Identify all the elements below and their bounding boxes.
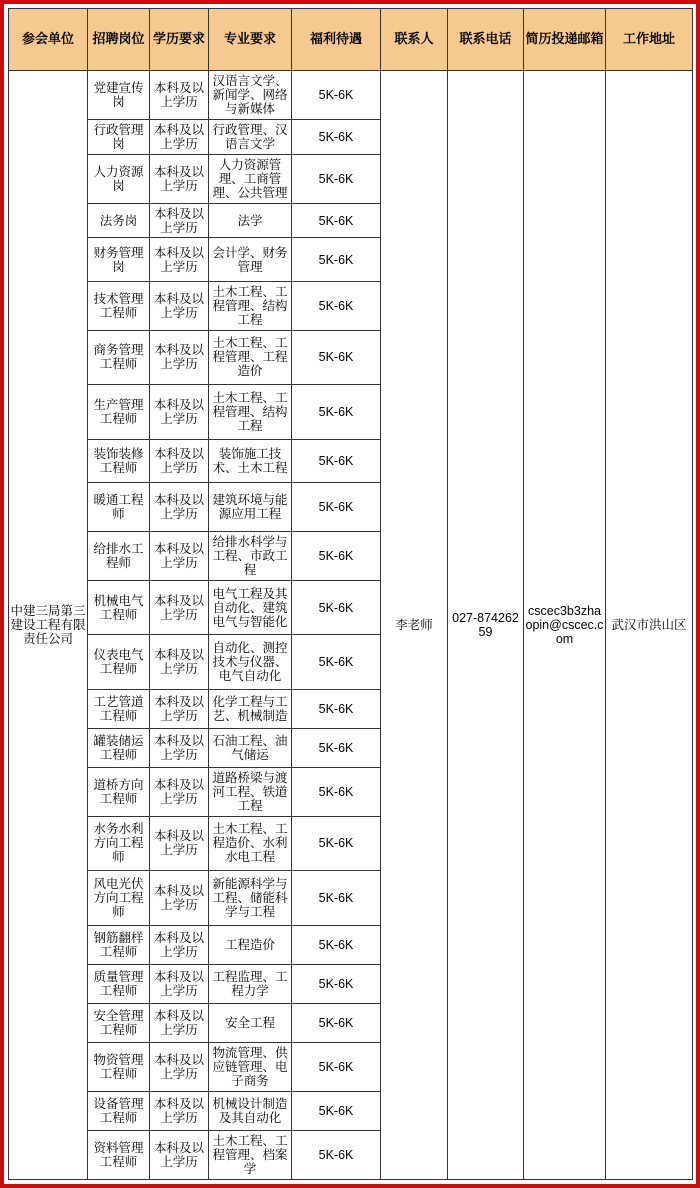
major-cell: 化学工程与工艺、机械制造 — [209, 689, 292, 728]
major-cell: 安全工程 — [209, 1003, 292, 1042]
position-cell: 罐装储运工程师 — [88, 728, 150, 767]
major-cell: 土木工程、工程管理、档案学 — [209, 1130, 292, 1179]
header-major: 专业要求 — [209, 9, 292, 71]
position-cell: 财务管理岗 — [88, 238, 150, 281]
major-cell: 道路桥梁与渡河工程、铁道工程 — [209, 767, 292, 816]
pay-cell: 5K-6K — [292, 964, 381, 1003]
pay-cell: 5K-6K — [292, 871, 381, 925]
position-cell: 人力资源岗 — [88, 154, 150, 203]
education-cell: 本科及以上学历 — [150, 635, 209, 689]
major-cell: 建筑环境与能源应用工程 — [209, 483, 292, 532]
header-position: 招聘岗位 — [88, 9, 150, 71]
pay-cell: 5K-6K — [292, 531, 381, 580]
education-cell: 本科及以上学历 — [150, 154, 209, 203]
position-cell: 党建宣传岗 — [88, 71, 150, 120]
education-cell: 本科及以上学历 — [150, 728, 209, 767]
pay-cell: 5K-6K — [292, 728, 381, 767]
education-cell: 本科及以上学历 — [150, 925, 209, 964]
phone-cell: 027-87426259 — [448, 71, 524, 1180]
position-cell: 仪表电气工程师 — [88, 635, 150, 689]
header-pay: 福利待遇 — [292, 9, 381, 71]
pay-cell: 5K-6K — [292, 330, 381, 384]
pay-cell: 5K-6K — [292, 439, 381, 482]
major-cell: 自动化、测控技术与仪器、电气自动化 — [209, 635, 292, 689]
table-body — [9, 71, 693, 1180]
education-cell: 本科及以上学历 — [150, 816, 209, 870]
position-cell: 安全管理工程师 — [88, 1003, 150, 1042]
major-cell: 新能源科学与工程、储能科学与工程 — [209, 871, 292, 925]
recruitment-table — [8, 8, 693, 1180]
email-cell: cscec3b3zhaopin@cscec.com — [524, 71, 606, 1180]
pay-cell: 5K-6K — [292, 635, 381, 689]
major-cell: 电气工程及其自动化、建筑电气与智能化 — [209, 580, 292, 634]
pay-cell: 5K-6K — [292, 203, 381, 238]
position-cell: 法务岗 — [88, 203, 150, 238]
pay-cell: 5K-6K — [292, 689, 381, 728]
position-cell: 资料管理工程师 — [88, 1130, 150, 1179]
position-cell: 物资管理工程师 — [88, 1042, 150, 1091]
education-cell: 本科及以上学历 — [150, 71, 209, 120]
education-cell: 本科及以上学历 — [150, 330, 209, 384]
major-cell: 装饰施工技术、土木工程 — [209, 439, 292, 482]
pay-cell: 5K-6K — [292, 816, 381, 870]
position-cell: 机械电气工程师 — [88, 580, 150, 634]
major-cell: 给排水科学与工程、市政工程 — [209, 531, 292, 580]
pay-cell: 5K-6K — [292, 1003, 381, 1042]
recruitment-sheet — [4, 4, 696, 1184]
header-address: 工作地址 — [606, 9, 693, 71]
header-phone: 联系电话 — [448, 9, 524, 71]
major-cell: 土木工程、工程造价、水利水电工程 — [209, 816, 292, 870]
table-row — [9, 71, 693, 120]
pay-cell: 5K-6K — [292, 119, 381, 154]
pay-cell: 5K-6K — [292, 1130, 381, 1179]
major-cell: 会计学、财务管理 — [209, 238, 292, 281]
education-cell: 本科及以上学历 — [150, 1042, 209, 1091]
major-cell: 工程造价 — [209, 925, 292, 964]
pay-cell: 5K-6K — [292, 385, 381, 439]
pay-cell: 5K-6K — [292, 767, 381, 816]
major-cell: 人力资源管理、工商管理、公共管理 — [209, 154, 292, 203]
education-cell: 本科及以上学历 — [150, 203, 209, 238]
position-cell: 装饰装修工程师 — [88, 439, 150, 482]
pay-cell: 5K-6K — [292, 71, 381, 120]
position-cell: 设备管理工程师 — [88, 1091, 150, 1130]
major-cell: 石油工程、油气储运 — [209, 728, 292, 767]
pay-cell: 5K-6K — [292, 238, 381, 281]
major-cell: 行政管理、汉语言文学 — [209, 119, 292, 154]
pay-cell: 5K-6K — [292, 580, 381, 634]
education-cell: 本科及以上学历 — [150, 767, 209, 816]
position-cell: 暖通工程师 — [88, 483, 150, 532]
position-cell: 道桥方向工程师 — [88, 767, 150, 816]
position-cell: 质量管理工程师 — [88, 964, 150, 1003]
pay-cell: 5K-6K — [292, 1091, 381, 1130]
education-cell: 本科及以上学历 — [150, 483, 209, 532]
education-cell: 本科及以上学历 — [150, 238, 209, 281]
position-cell: 工艺管道工程师 — [88, 689, 150, 728]
position-cell: 商务管理工程师 — [88, 330, 150, 384]
position-cell: 风电光伏方向工程师 — [88, 871, 150, 925]
education-cell: 本科及以上学历 — [150, 1003, 209, 1042]
education-cell: 本科及以上学历 — [150, 119, 209, 154]
major-cell: 法学 — [209, 203, 292, 238]
major-cell: 机械设计制造及其自动化 — [209, 1091, 292, 1130]
education-cell: 本科及以上学历 — [150, 1130, 209, 1179]
major-cell: 物流管理、供应链管理、电子商务 — [209, 1042, 292, 1091]
education-cell: 本科及以上学历 — [150, 281, 209, 330]
header-education: 学历要求 — [150, 9, 209, 71]
education-cell: 本科及以上学历 — [150, 1091, 209, 1130]
header-company: 参会单位 — [9, 9, 88, 71]
education-cell: 本科及以上学历 — [150, 439, 209, 482]
major-cell: 工程监理、工程力学 — [209, 964, 292, 1003]
position-cell: 行政管理岗 — [88, 119, 150, 154]
position-cell: 给排水工程师 — [88, 531, 150, 580]
pay-cell: 5K-6K — [292, 281, 381, 330]
pay-cell: 5K-6K — [292, 925, 381, 964]
education-cell: 本科及以上学历 — [150, 689, 209, 728]
pay-cell: 5K-6K — [292, 154, 381, 203]
position-cell: 生产管理工程师 — [88, 385, 150, 439]
pay-cell: 5K-6K — [292, 1042, 381, 1091]
header-row — [9, 9, 693, 71]
major-cell: 土木工程、工程管理、结构工程 — [209, 281, 292, 330]
company-cell: 中建三局第三建设工程有限责任公司 — [9, 71, 88, 1180]
position-cell: 钢筋翻样工程师 — [88, 925, 150, 964]
position-cell: 技术管理工程师 — [88, 281, 150, 330]
header-contact: 联系人 — [381, 9, 448, 71]
education-cell: 本科及以上学历 — [150, 580, 209, 634]
position-cell: 水务水利方向工程师 — [88, 816, 150, 870]
address-cell: 武汉市洪山区 — [606, 71, 693, 1180]
contact-person-cell: 李老师 — [381, 71, 448, 1180]
education-cell: 本科及以上学历 — [150, 385, 209, 439]
major-cell: 汉语言文学、新闻学、网络与新媒体 — [209, 71, 292, 120]
education-cell: 本科及以上学历 — [150, 531, 209, 580]
education-cell: 本科及以上学历 — [150, 871, 209, 925]
pay-cell: 5K-6K — [292, 483, 381, 532]
header-email: 简历投递邮箱 — [524, 9, 606, 71]
major-cell: 土木工程、工程管理、工程造价 — [209, 330, 292, 384]
major-cell: 土木工程、工程管理、结构工程 — [209, 385, 292, 439]
education-cell: 本科及以上学历 — [150, 964, 209, 1003]
